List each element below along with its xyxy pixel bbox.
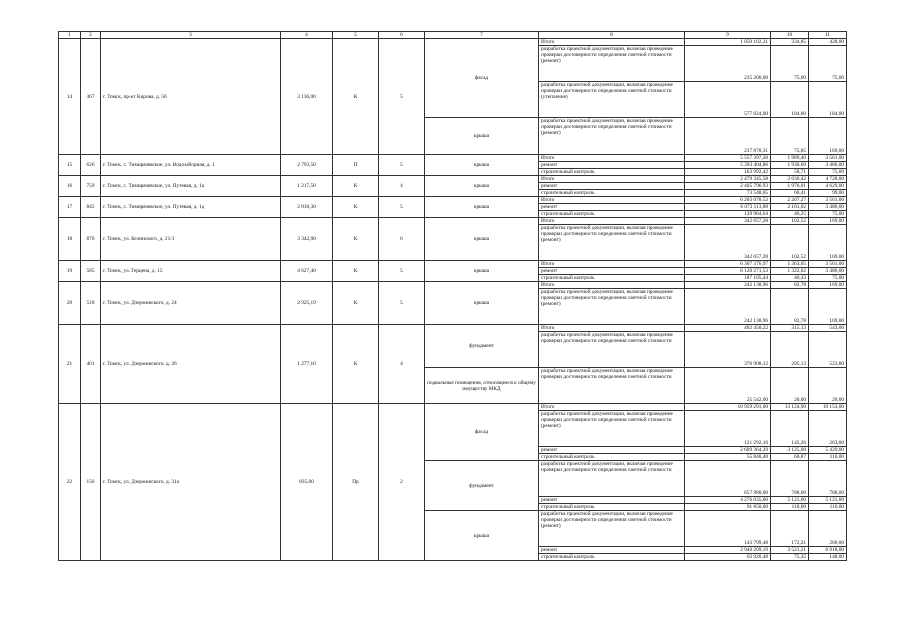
limit-per-m2: 169,00 <box>809 289 847 325</box>
cost-total: 143 799,48 <box>685 511 771 547</box>
work-type: разработка проектной документации, включая проведение проверки достоверности определения сметной стоимости (ремонт) <box>539 411 685 447</box>
cost-total: 62 920,48 <box>685 554 771 561</box>
address: г. Томск, ул. Белинского, д. 21/1 <box>101 218 281 261</box>
address: г. Томск, с. Тимирязевское, ул. Путевая, д. 1д <box>101 197 281 218</box>
element-name: фундамент <box>425 461 539 511</box>
limit-per-m2: 75,00 <box>809 211 847 218</box>
cost-per-m2: 102,52 <box>771 218 809 225</box>
cost-total: 187 105,44 <box>685 275 771 282</box>
element-name: крыша <box>425 218 539 261</box>
wall-material: К <box>333 197 379 218</box>
work-type: ремонт <box>539 447 685 454</box>
house-id: 585 <box>81 261 101 282</box>
floors: 5 <box>379 155 425 176</box>
floors: 4 <box>379 325 425 404</box>
area: 4 627,40 <box>281 261 333 282</box>
house-id: 518 <box>81 282 101 325</box>
table-row <box>59 325 847 332</box>
cost-per-m2: 60,41 <box>771 190 809 197</box>
work-type: Итого <box>539 218 685 225</box>
floors: 5 <box>379 197 425 218</box>
limit-per-m2: 110,00 <box>809 504 847 511</box>
cost-per-m2: 5 121,00 <box>771 497 809 504</box>
cost-total: 342 657,28 <box>685 225 771 261</box>
house-id: 626 <box>81 155 101 176</box>
work-type: разработка проектной документации, включая проведение проверки достоверности определения сметной стоимости <box>539 368 685 404</box>
work-type: строительный контроль <box>539 211 685 218</box>
floors: 4 <box>379 176 425 197</box>
area: 835,00 <box>281 404 333 561</box>
house-id: 759 <box>81 176 101 197</box>
wall-material: К <box>333 218 379 261</box>
repair-schedule-table <box>58 31 847 561</box>
cost-per-m2: 13 124,90 <box>771 404 809 411</box>
cost-total: 237 878,31 <box>685 118 771 155</box>
limit-per-m2: 116,00 <box>809 454 847 461</box>
cost-total: 4 276 035,00 <box>685 497 771 504</box>
cost-total: 55 840,40 <box>685 454 771 461</box>
cost-per-m2: 66,87 <box>771 454 809 461</box>
cost-per-m2: 82,78 <box>771 289 809 325</box>
work-type: Итого <box>539 325 685 332</box>
limit-per-m2: 148,00 <box>809 554 847 561</box>
limit-per-m2: 523,00 <box>809 332 847 368</box>
floors: 5 <box>379 261 425 282</box>
row-number: 16 <box>59 176 81 197</box>
element-name: крыша <box>425 155 539 176</box>
floors: 6 <box>379 218 425 261</box>
header-col-2: 2 <box>81 32 101 39</box>
header-col-5: 5 <box>333 32 379 39</box>
area: 2 925,19 <box>281 282 333 325</box>
row-number: 22 <box>59 404 81 561</box>
work-type: разработка проектной документации, включая проведение проверки достоверности определения сметной стоимости (ремонт) <box>539 46 685 82</box>
work-type: строительный контроль <box>539 190 685 197</box>
row-number: 21 <box>59 325 81 404</box>
limit-per-m2: 184,00 <box>809 82 847 118</box>
cost-total: 91 850,00 <box>685 504 771 511</box>
address: г. Томск, с. Тимирязевское, ул. Путевая, д. 1а <box>101 176 281 197</box>
address: г. Томск, ул. Дзержинского, д. 24 <box>101 282 281 325</box>
header-col-3: 3 <box>101 32 281 39</box>
header-col-7: 7 <box>425 32 539 39</box>
cost-total: 25 542,00 <box>685 368 771 404</box>
cost-total: 129 964,64 <box>685 211 771 218</box>
table-row <box>59 39 847 46</box>
limit-per-m2: 3 486,00 <box>809 162 847 169</box>
limit-per-m2: 3 561,00 <box>809 197 847 204</box>
element-name: фундамент <box>425 325 539 368</box>
element-name: фасад <box>425 39 539 118</box>
limit-per-m2: 543,00 <box>809 325 847 332</box>
work-type: строительный контроль <box>539 275 685 282</box>
limit-per-m2: 4 728,00 <box>809 176 847 183</box>
limit-per-m2: 3 561,00 <box>809 155 847 162</box>
limit-per-m2: 99,00 <box>809 190 847 197</box>
cost-per-m2: 1 930,69 <box>771 162 809 169</box>
cost-total: 121 292,16 <box>685 411 771 447</box>
limit-per-m2: 75,00 <box>809 46 847 82</box>
table-row <box>59 282 847 289</box>
cost-total: 6 120 271,53 <box>685 268 771 275</box>
house-id: 845 <box>81 197 101 218</box>
element-name: подвальные помещения, относящиеся к общему имуществу МКД <box>425 368 539 404</box>
cost-per-m2: 788,00 <box>771 461 809 497</box>
limit-per-m2: 169,00 <box>809 118 847 155</box>
limit-per-m2: 788,00 <box>809 461 847 497</box>
area: 2 810,30 <box>281 197 333 218</box>
element-name: крыша <box>425 511 539 561</box>
limit-per-m2: 75,00 <box>809 275 847 282</box>
limit-per-m2: 169,00 <box>809 225 847 261</box>
work-type: разработка проектной документации, включая проведение проверки достоверности определения сметной стоимости <box>539 461 685 497</box>
header-col-10: 10 <box>771 32 809 39</box>
address: г. Томск, ул. Герцена, д. 15 <box>101 261 281 282</box>
limit-per-m2: 19 153,00 <box>809 404 847 411</box>
header-col-6: 6 <box>379 32 425 39</box>
cost-per-m2: 2 207,27 <box>771 197 809 204</box>
house-id: 870 <box>81 218 101 261</box>
work-type: строительный контроль <box>539 504 685 511</box>
work-type: строительный контроль <box>539 454 685 461</box>
cost-per-m2: 75,35 <box>771 554 809 561</box>
work-type: Итого <box>539 282 685 289</box>
cost-total: 10 959 291,00 <box>685 404 771 411</box>
wall-material: П <box>333 155 379 176</box>
work-type: ремонт <box>539 183 685 190</box>
row-number: 17 <box>59 197 81 218</box>
limit-per-m2: 3 486,00 <box>809 268 847 275</box>
work-type: разработка проектной документации, включая проведение проверки достоверности определения сметной стоимости (ремонт) <box>539 118 685 155</box>
limit-per-m2: 75,00 <box>809 169 847 176</box>
cost-total: 1 050 102,31 <box>685 39 771 46</box>
wall-material: Пр <box>333 404 379 561</box>
work-type: ремонт <box>539 162 685 169</box>
cost-total: 577 024,00 <box>685 82 771 118</box>
cost-total: 2 940 209,19 <box>685 547 771 554</box>
limit-per-m2: 5 121,00 <box>809 497 847 504</box>
cost-per-m2: 1 363,05 <box>771 261 809 268</box>
cost-total: 6 203 078,52 <box>685 197 771 204</box>
address: г. Томск, ул. Дзержинского, д. 31а <box>101 404 281 561</box>
cost-per-m2: 3 521,21 <box>771 547 809 554</box>
cost-total: 242 138,96 <box>685 282 771 289</box>
work-type: Итого <box>539 176 685 183</box>
table-row <box>59 218 847 225</box>
cost-per-m2: 46,25 <box>771 211 809 218</box>
element-name: крыша <box>425 197 539 218</box>
work-type: строительный контроль <box>539 554 685 561</box>
row-number: 15 <box>59 155 81 176</box>
cost-per-m2: 3 125,00 <box>771 447 809 454</box>
document-sheet <box>58 31 846 561</box>
work-type: Итого <box>539 197 685 204</box>
cost-total: 73 548,65 <box>685 190 771 197</box>
wall-material: К <box>333 261 379 282</box>
work-type: Итого <box>539 155 685 162</box>
work-type: разработка проектной документации, включая проведение проверки достоверности определения сметной стоимости (утепление) <box>539 82 685 118</box>
table-row <box>59 404 847 411</box>
limit-per-m2: 169,00 <box>809 282 847 289</box>
address: г. Томск, ул. Дзержинского, д. 26 <box>101 325 281 404</box>
cost-total: 2 405 796,93 <box>685 183 771 190</box>
cost-total: 5 557 397,28 <box>685 155 771 162</box>
floors: 5 <box>379 282 425 325</box>
work-type: разработка проектной документации, включая проведение проверки достоверности определения сметной стоимости (ремонт) <box>539 225 685 261</box>
work-type: разработка проектной документации, включая проведение проверки достоверности определения сметной стоимости <box>539 332 685 368</box>
cost-total: 5 393 404,86 <box>685 162 771 169</box>
work-type: разработка проектной документации, включая проведение проверки достоверности определения сметной стоимости (ремонт) <box>539 289 685 325</box>
cost-per-m2: 1 322,62 <box>771 268 809 275</box>
cost-per-m2: 145,26 <box>771 411 809 447</box>
table-row <box>59 197 847 204</box>
cost-per-m2: 82,78 <box>771 282 809 289</box>
cost-per-m2: 2 036,42 <box>771 176 809 183</box>
cost-per-m2: 75,00 <box>771 46 809 82</box>
cost-per-m2: 20,00 <box>771 368 809 404</box>
house-id: 367 <box>81 39 101 155</box>
cost-per-m2: 172,21 <box>771 511 809 547</box>
wall-material: К <box>333 325 379 404</box>
limit-per-m2: 3 486,00 <box>809 204 847 211</box>
limit-per-m2: 169,00 <box>809 218 847 225</box>
row-number: 19 <box>59 261 81 282</box>
cost-total: 163 992,42 <box>685 169 771 176</box>
wall-material: К <box>333 282 379 325</box>
limit-per-m2: 20,00 <box>809 368 847 404</box>
work-type: строительный контроль <box>539 169 685 176</box>
cost-total: 6 307 376,97 <box>685 261 771 268</box>
element-name: крыша <box>425 261 539 282</box>
element-name: фасад <box>425 404 539 461</box>
table-row <box>59 261 847 268</box>
element-name: крыша <box>425 118 539 155</box>
area: 2 793,50 <box>281 155 333 176</box>
column-number-header <box>59 32 847 39</box>
cost-total: 657 980,00 <box>685 461 771 497</box>
work-type: ремонт <box>539 547 685 554</box>
limit-per-m2: 428,00 <box>809 39 847 46</box>
header-col-1: 1 <box>59 32 81 39</box>
wall-material: К <box>333 39 379 155</box>
cost-per-m2: 58,71 <box>771 169 809 176</box>
header-col-8: 8 <box>539 32 685 39</box>
house-id: 401 <box>81 325 101 404</box>
header-col-11: 11 <box>809 32 847 39</box>
wall-material: К <box>333 176 379 197</box>
limit-per-m2: 5 429,00 <box>809 447 847 454</box>
work-type: Итого <box>539 404 685 411</box>
area: 1 217,50 <box>281 176 333 197</box>
work-type: разработка проектной документации, включая проведение проверки достоверности определения сметной стоимости (ремонт) <box>539 511 685 547</box>
work-type: Итого <box>539 261 685 268</box>
cost-total: 6 073 113,88 <box>685 204 771 211</box>
area: 1 277,10 <box>281 325 333 404</box>
house-id: 156 <box>81 404 101 561</box>
cost-per-m2: 334,85 <box>771 39 809 46</box>
cost-per-m2: 40,43 <box>771 275 809 282</box>
cost-total: 2 479 345,58 <box>685 176 771 183</box>
address: г. Томск, пр-кт Кирова, д. 56 <box>101 39 281 155</box>
element-name: крыша <box>425 282 539 325</box>
work-type: ремонт <box>539 497 685 504</box>
element-name: крыша <box>425 176 539 197</box>
cost-total: 235 200,00 <box>685 46 771 82</box>
row-number: 18 <box>59 218 81 261</box>
cost-total: 376 908,12 <box>685 332 771 368</box>
cost-per-m2: 110,00 <box>771 504 809 511</box>
header-col-9: 9 <box>685 32 771 39</box>
cost-per-m2: 102,52 <box>771 225 809 261</box>
cost-total: 342 657,28 <box>685 218 771 225</box>
work-type: ремонт <box>539 204 685 211</box>
work-type: Итого <box>539 39 685 46</box>
limit-per-m2: 3 561,00 <box>809 261 847 268</box>
work-type: ремонт <box>539 268 685 275</box>
floors: 5 <box>379 39 425 155</box>
cost-total: 402 450,22 <box>685 325 771 332</box>
cost-per-m2: 1 989,40 <box>771 155 809 162</box>
header-col-4: 4 <box>281 32 333 39</box>
cost-per-m2: 2 161,02 <box>771 204 809 211</box>
row-number: 14 <box>59 39 81 155</box>
cost-per-m2: 184,00 <box>771 82 809 118</box>
cost-total: 2 609 364,29 <box>685 447 771 454</box>
cost-per-m2: 75,85 <box>771 118 809 155</box>
limit-per-m2: 263,00 <box>809 411 847 447</box>
cost-per-m2: 315,13 <box>771 325 809 332</box>
limit-per-m2: 4 629,00 <box>809 183 847 190</box>
cost-per-m2: 295,13 <box>771 332 809 368</box>
floors: 2 <box>379 404 425 561</box>
cost-per-m2: 1 976,01 <box>771 183 809 190</box>
address: г. Томск, с. Тимирязевское, ул. Водозаборная, д. 1 <box>101 155 281 176</box>
limit-per-m2: 6 918,00 <box>809 547 847 554</box>
table-row <box>59 176 847 183</box>
limit-per-m2: 260,00 <box>809 511 847 547</box>
table-row <box>59 155 847 162</box>
cost-total: 242 138,96 <box>685 289 771 325</box>
row-number: 20 <box>59 282 81 325</box>
area: 3 342,90 <box>281 218 333 261</box>
area: 3 136,00 <box>281 39 333 155</box>
